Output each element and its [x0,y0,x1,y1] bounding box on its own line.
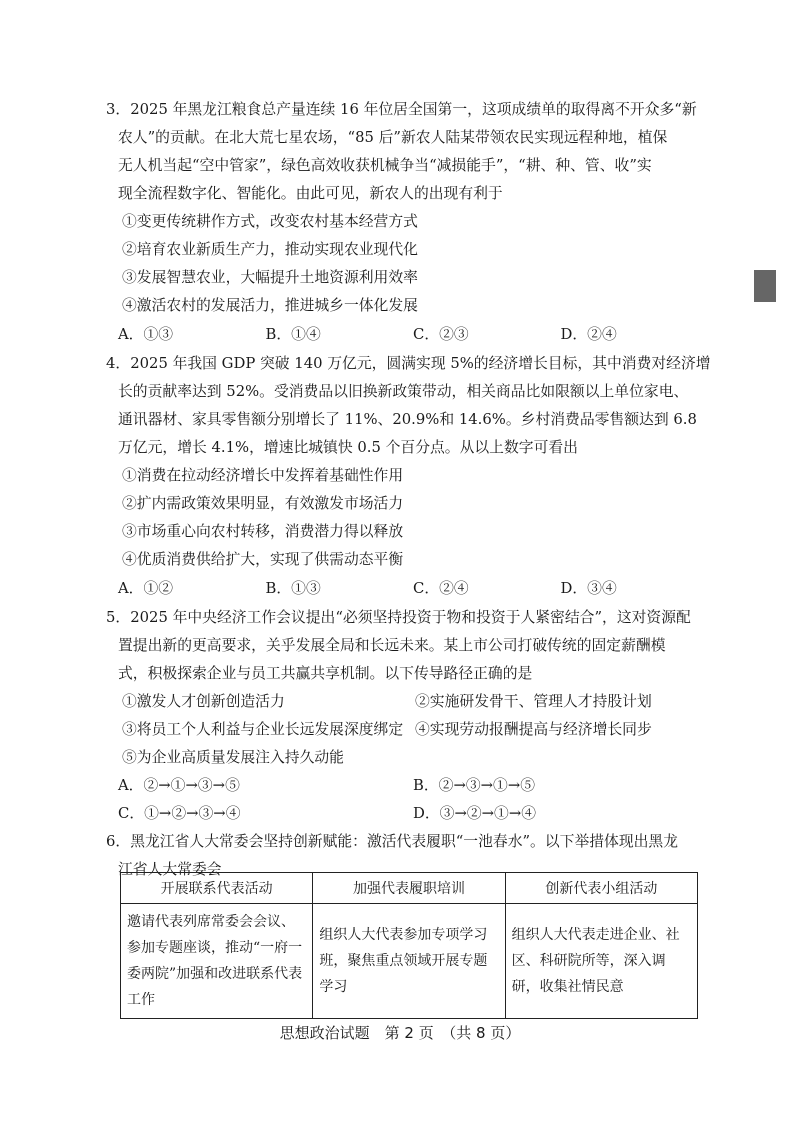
question-3-stem-line-2: 农人”的贡献。在北大荒七星农场，“85 后”新农人陆某带领农民实现远程种地，植保 [118,129,668,146]
question-4-stem-line-3: 通讯器材、家具零售额分别增长了 11%、20.9%和 14.6%。乡村消费品零售额达到 6.8 [118,411,697,428]
choice-d: D．②④ [560,326,617,343]
table-row [121,904,698,1019]
question-5-stem-line-1: 5．2025 年中央经济工作会议提出“必须坚持投资于物和投资于人紧密结合”，这对资源配 [106,609,691,626]
table-cell: 组织人大代表走进企业、社区、科研院所等，深入调研，收集社情民意 [505,904,697,1019]
question-6-stem-line-2: 江省人大常委会 [118,861,222,878]
choice-c: C．①→②→③→④ [118,805,241,822]
table-header-row [121,873,698,904]
question-4-stem-line-2: 长的贡献率达到 52%。受消费品以旧换新政策带动，相关商品比如限额以上单位家电、 [118,383,689,400]
choice-b: B．②→③→①→⑤ [413,777,536,794]
question-3 [106,96,708,350]
question-4-option-4: ④优质消费供给扩大，实现了供需动态平衡 [122,551,404,568]
table-cell: 邀请代表列席常委会会议、参加专题座谈，推动“一府一委两院”加强和改进联系代表工作 [121,904,313,1019]
question-5 [106,604,708,828]
question-6-stem-line-1: 6．黑龙江省人大常委会坚持创新赋能：激活代表履职“一池春水”。以下举措体现出黑龙 [106,833,679,850]
question-5-choices-row-2 [118,800,708,828]
question-5-option-5: ⑤为企业高质量发展注入持久动能 [122,749,344,766]
table-header-cell: 创新代表小组活动 [505,873,697,904]
table-header-cell: 加强代表履职培训 [313,873,505,904]
question-3-option-3: ③发展智慧农业，大幅提升土地资源利用效率 [122,269,418,286]
choice-b: B．①④ [265,326,321,343]
question-5-option-2: ②实施研发骨干、管理人才持股计划 [415,693,652,710]
question-4 [106,350,711,604]
question-3-option-1: ①变更传统耕作方式，改变农村基本经营方式 [122,213,418,230]
question-5-choices-row-1 [118,772,708,800]
question-5-options-row-1 [118,688,708,716]
choice-c: C．②④ [413,580,469,597]
question-4-option-2: ②扩内需政策效果明显，有效激发市场活力 [122,495,404,512]
question-4-option-1: ①消费在拉动经济增长中发挥着基础性作用 [122,467,404,484]
question-3-stem-line-4: 现全流程数字化、智能化。由此可见，新农人的出现有利于 [118,185,503,202]
choice-a: A．②→①→③→⑤ [118,777,240,794]
question-3-option-4: ④激活农村的发展活力，推进城乡一体化发展 [122,297,418,314]
question-4-stem-line-1: 4．2025 年我国 GDP 突破 140 万亿元，圆满实现 5%的经济增长目标，其中消费对经济增 [106,355,711,372]
question-3-stem-line-1: 3．2025 年黑龙江粮食总产量连续 16 年位居全国第一，这项成绩单的取得离不开众多“新 [106,101,697,118]
question-6-table [120,872,698,1019]
question-3-choices [118,320,708,350]
question-5-stem-line-3: 式，积极探索企业与员工共赢共享机制。以下传导路径正确的是 [118,665,533,682]
question-3-stem-line-3: 无人机当起“空中管家”，绿色高效收获机械争当“减损能手”，“耕、种、管、收”实 [118,157,652,174]
question-5-options-row-2 [118,716,708,744]
choice-d: D．③④ [560,580,617,597]
question-4-stem-line-4: 万亿元，增长 4.1%，增速比城镇快 0.5 个百分点。从以上数字可看出 [118,439,578,456]
table-cell: 组织人大代表参加专项学习班，聚焦重点领域开展专题学习 [313,904,505,1019]
choice-d: D．③→②→①→④ [413,805,537,822]
question-5-option-1: ①激发人才创新创造活力 [122,693,285,710]
choice-b: B．①③ [265,580,321,597]
margin-tab-marker [754,270,776,302]
question-5-stem-line-2: 置提出新的更高要求，关乎发展全局和长远未来。某上市公司打破传统的固定薪酬模 [118,637,666,654]
choice-c: C．②③ [413,326,469,343]
choice-a: A．①② [118,580,174,597]
question-5-option-4: ④实现劳动报酬提高与经济增长同步 [415,721,652,738]
page-footer: 思想政治试题 第 2 页 （共 8 页） [279,1024,521,1042]
questions-content [106,96,711,884]
question-4-option-3: ③市场重心向农村转移，消费潜力得以释放 [122,523,404,540]
question-3-option-2: ②培育农业新质生产力，推动实现农业现代化 [122,241,418,258]
choice-a: A．①③ [118,326,174,343]
table-header-cell: 开展联系代表活动 [121,873,313,904]
question-5-option-3: ③将员工个人利益与企业长远发展深度绑定 [122,721,404,738]
question-4-choices [118,574,708,604]
